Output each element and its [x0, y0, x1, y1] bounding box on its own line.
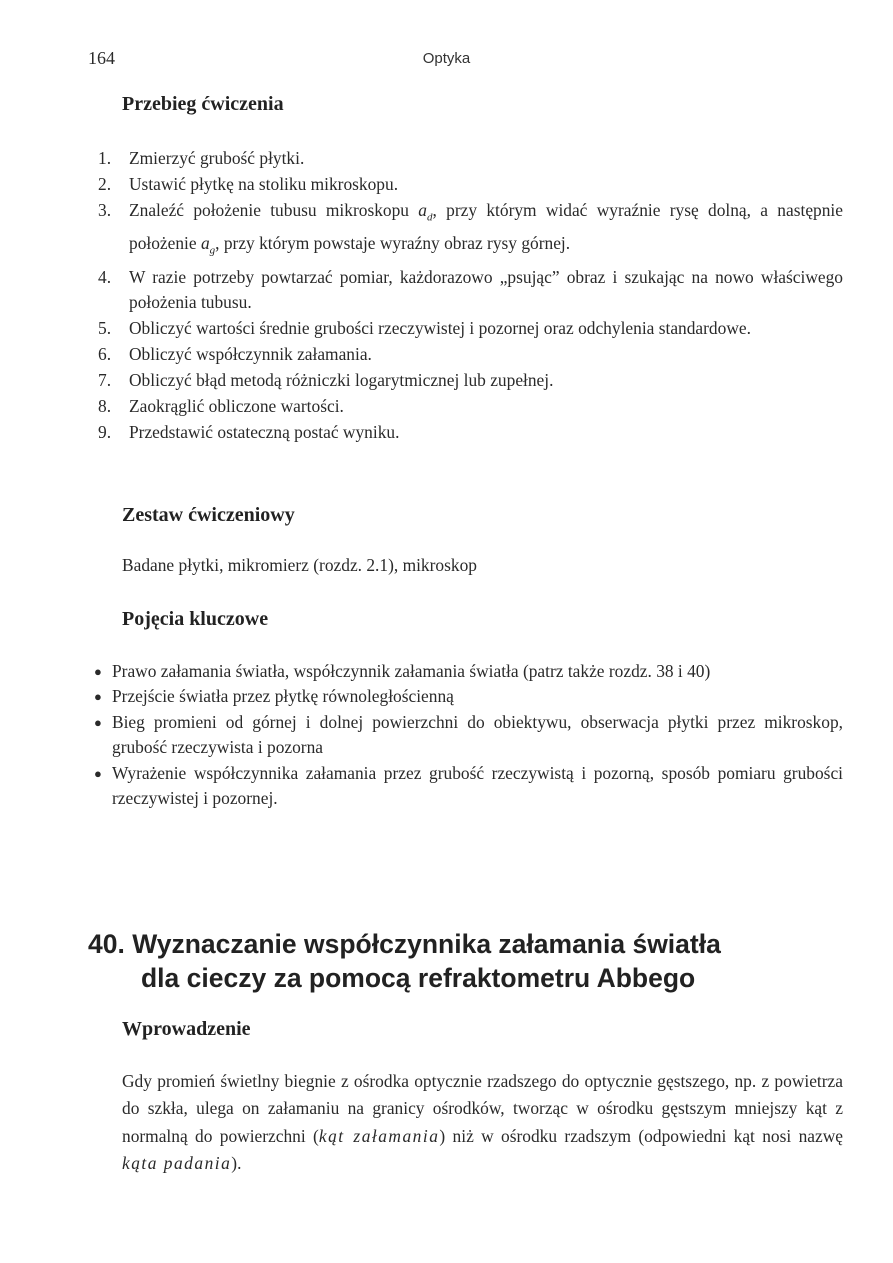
list-item: ● Prawo załamania światła, współczynnik załamania światła (patrz także rozdz. 38 i 40)	[94, 659, 843, 684]
step-item: 8. Zaokrąglić obliczone wartości.	[98, 396, 344, 417]
bullet-icon: ●	[94, 689, 102, 705]
key-concepts-list	[94, 659, 843, 811]
list-item: ● Przejście światła przez płytkę równoległościenną	[94, 684, 843, 709]
step-item: 2. Ustawić płytkę na stoliku mikroskopu.	[98, 173, 399, 194]
term-incidence-angle: kąta padania	[122, 1153, 232, 1174]
list-item: ● Bieg promieni od górnej i dolnej powierzchni do obiektywu, obserwacja płytki przez mikroskop, grubość rzeczywista i pozorna	[94, 710, 843, 761]
bullet-icon: ●	[94, 714, 102, 730]
chapter-title-line1: 40. Wyznaczanie współczynnika załamania światła	[88, 929, 721, 959]
bullet-icon: ●	[94, 664, 102, 679]
page-number: 164	[88, 48, 115, 68]
step-item: 7. Obliczyć błąd metodą różniczki logarytmicznej lub zupełnej.	[98, 370, 554, 391]
bullet-icon: ●	[94, 765, 102, 781]
introduction-text: Gdy promień świetlny biegnie z ośrodka optycznie rzadszego do optycznie gęstszego, np. z powietrza do szkła, ulega on załamaniu na granicy ośrodków, tworząc w ośrodku gęstszym mniejszy kąt z normalną do powierzchni (kąt załamania) niż w ośrodku rzadszym (odpowiedni kąt nosi nazwę kąta padania).	[122, 1071, 843, 1174]
step-item: 6. Obliczyć współczynnik załamania.	[98, 344, 372, 365]
running-title: Optyka	[422, 50, 471, 67]
procedure-steps	[98, 146, 843, 446]
step-item: 3. Znaleźć położenie tubusu mikroskopu $a_d$, przy którym widać wyraźnie rysę dolną, a następnie położenie $a_g$, przy którym powstaje wyraźny obraz rysy górnej.	[98, 199, 843, 257]
step-item: 4. W razie potrzeby powtarzać pomiar, każdorazowo „psując” obraz i szukając na nowo właściwego położenia tubusu.	[98, 266, 843, 313]
equipment-heading: Zestaw ćwiczeniowy	[122, 504, 295, 526]
key-concepts-heading: Pojęcia kluczowe	[122, 608, 269, 630]
term-refraction-angle: kąt załamania	[318, 1125, 440, 1146]
procedure-heading: Przebieg ćwiczenia	[122, 93, 284, 115]
chapter-title-line2: dla cieczy za pomocą refraktometru Abbego	[141, 963, 696, 993]
chapter-title	[88, 927, 721, 995]
equipment-text: Badane płytki, mikromierz (rozdz. 2.1), mikroskop	[122, 555, 477, 575]
list-item: ● Wyrażenie współczynnika załamania przez grubość rzeczywistą i pozorną, sposób pomiaru grubości rzeczywistej i pozornej.	[94, 761, 843, 812]
step-item: 1. Zmierzyć grubość płytki.	[98, 148, 305, 168]
step-item: 5. Obliczyć wartości średnie grubości rzeczywistej i pozornej oraz odchylenia standardowe.	[98, 318, 751, 339]
step-item: 9. Przedstawić ostateczną postać wyniku.	[98, 422, 400, 442]
introduction-heading: Wprowadzenie	[122, 1018, 251, 1040]
